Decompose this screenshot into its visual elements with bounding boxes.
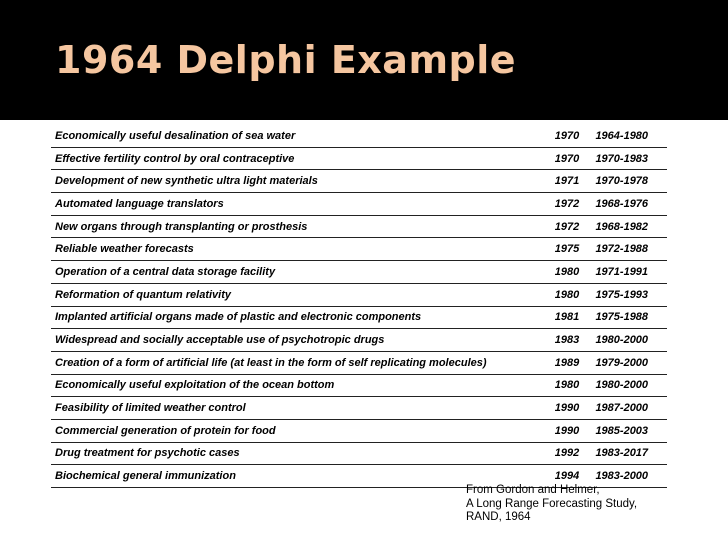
median-year-cell: 1971 (551, 170, 588, 193)
event-cell: Widespread and socially acceptable use of psychotropic drugs (51, 329, 551, 352)
median-year-cell: 1983 (551, 329, 588, 352)
table-row (51, 193, 667, 216)
year-range-cell: 1987-2000 (587, 397, 667, 420)
median-year-cell: 1990 (551, 397, 588, 420)
year-range-cell: 1972-1988 (587, 238, 667, 261)
event-cell: Economically useful exploitation of the ocean bottom (51, 374, 551, 397)
slide-title: 1964 Delphi Example (55, 38, 517, 82)
median-year-cell: 1980 (551, 283, 588, 306)
source-line: A Long Range Forecasting Study, (466, 497, 638, 510)
table-row (51, 125, 667, 147)
median-year-cell: 1981 (551, 306, 588, 329)
event-cell: Reliable weather forecasts (51, 238, 551, 261)
median-year-cell: 1989 (551, 351, 588, 374)
year-range-cell: 1975-1993 (587, 283, 667, 306)
event-cell: Biochemical general immunization (51, 465, 551, 488)
median-year-cell: 1980 (551, 261, 588, 284)
table-row (51, 215, 667, 238)
year-range-cell: 1980-2000 (587, 374, 667, 397)
forecast-table (51, 125, 667, 488)
table-row (51, 306, 667, 329)
median-year-cell: 1972 (551, 215, 588, 238)
table-row (51, 442, 667, 465)
year-range-cell: 1983-2000 (587, 465, 667, 488)
event-cell: New organs through transplanting or prosthesis (51, 215, 551, 238)
year-range-cell: 1970-1978 (587, 170, 667, 193)
event-cell: Feasibility of limited weather control (51, 397, 551, 420)
event-cell: Commercial generation of protein for food (51, 419, 551, 442)
event-cell: Drug treatment for psychotic cases (51, 442, 551, 465)
event-cell: Economically useful desalination of sea water (51, 125, 551, 147)
year-range-cell: 1971-1991 (587, 261, 667, 284)
median-year-cell: 1994 (551, 465, 588, 488)
table-row (51, 329, 667, 352)
table-row (51, 261, 667, 284)
table-row (51, 419, 667, 442)
year-range-cell: 1975-1988 (587, 306, 667, 329)
table-row (51, 238, 667, 261)
source-line: From Gordon and Helmer, (466, 484, 600, 496)
year-range-cell: 1968-1976 (587, 193, 667, 216)
event-cell: Implanted artificial organs made of plastic and electronic components (51, 306, 551, 329)
event-cell: Effective fertility control by oral contraceptive (51, 147, 551, 170)
event-cell: Creation of a form of artificial life (at least in the form of self replicating molecules) (51, 351, 551, 374)
year-range-cell: 1970-1983 (587, 147, 667, 170)
median-year-cell: 1970 (551, 125, 588, 147)
year-range-cell: 1980-2000 (587, 329, 667, 352)
year-range-cell: 1968-1982 (587, 215, 667, 238)
source-citation (466, 484, 637, 525)
table-row (51, 170, 667, 193)
source-line: RAND, 1964 (466, 511, 531, 523)
table-row (51, 351, 667, 374)
median-year-cell: 1972 (551, 193, 588, 216)
forecast-table-body (51, 125, 667, 488)
median-year-cell: 1990 (551, 419, 588, 442)
event-cell: Operation of a central data storage facility (51, 261, 551, 284)
year-range-cell: 1983-2017 (587, 442, 667, 465)
year-range-cell: 1985-2003 (587, 419, 667, 442)
median-year-cell: 1992 (551, 442, 588, 465)
title-bar (0, 0, 728, 120)
median-year-cell: 1975 (551, 238, 588, 261)
table-row (51, 147, 667, 170)
table-row (51, 374, 667, 397)
event-cell: Development of new synthetic ultra light materials (51, 170, 551, 193)
median-year-cell: 1980 (551, 374, 588, 397)
median-year-cell: 1970 (551, 147, 588, 170)
year-range-cell: 1979-2000 (587, 351, 667, 374)
table-row (51, 283, 667, 306)
event-cell: Automated language translators (51, 193, 551, 216)
event-cell: Reformation of quantum relativity (51, 283, 551, 306)
year-range-cell: 1964-1980 (587, 125, 667, 147)
table-row (51, 397, 667, 420)
